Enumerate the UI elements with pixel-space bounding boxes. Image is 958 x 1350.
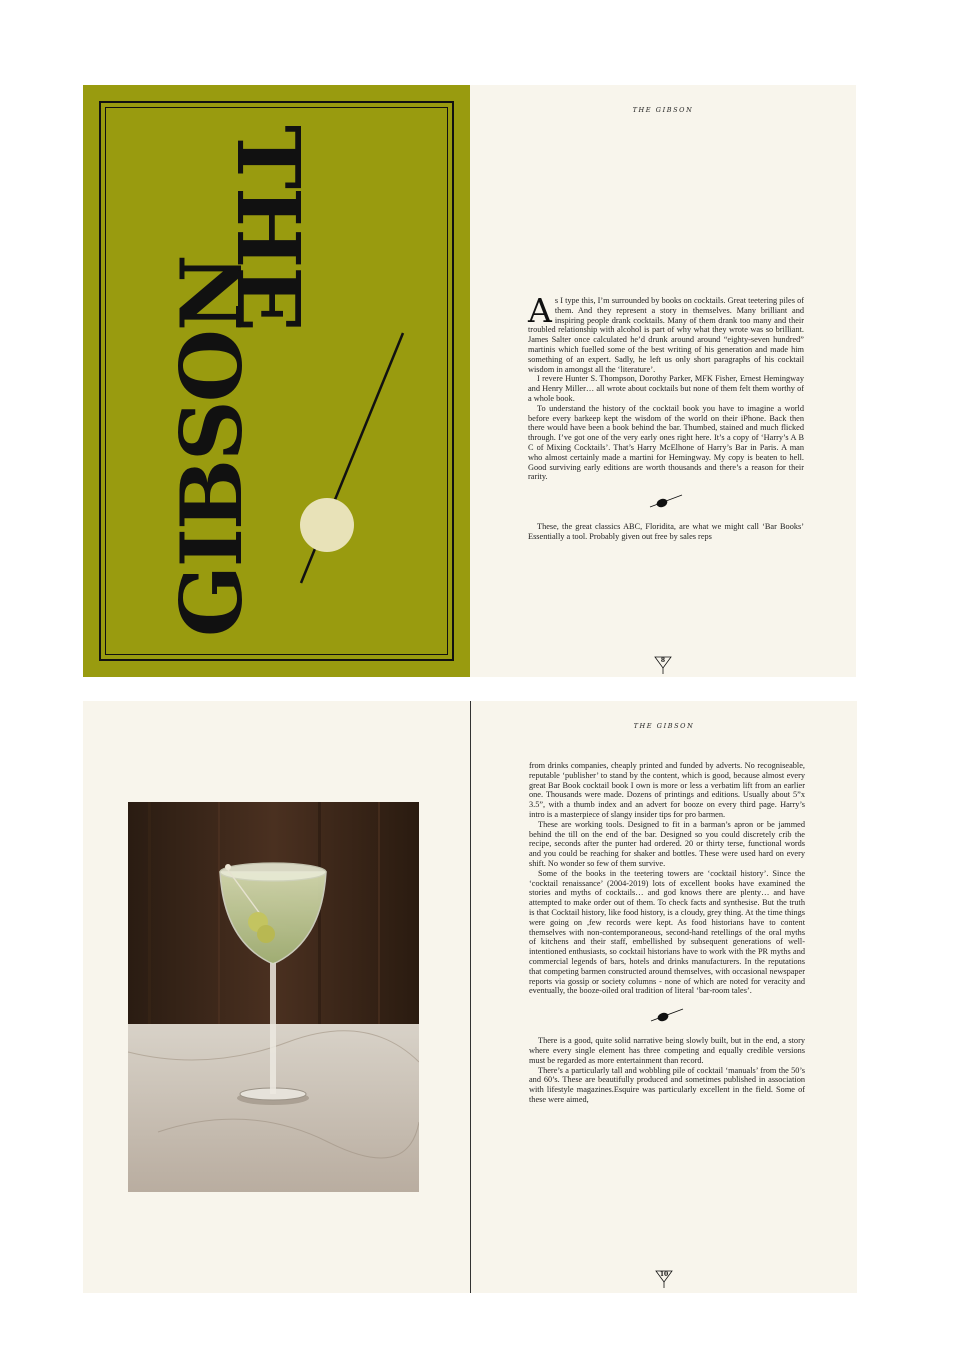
spread-bottom: [83, 701, 856, 1293]
olive-divider: [529, 1004, 805, 1026]
gibson-cocktail-photo: [128, 802, 419, 1192]
paragraph-3: To understand the history of the cocktail book you have to imagine a world before every barkeep kept the wisdom of the world on their iPhone. Back then there would have been a book behind the bar. Thumbed, stained and much flicked through. I’ve got one of the very early ones right here. It’s a copy of ‘Harry’s A B C of Mixing Cocktails’. That’s Harry McElhone of Harry’s Bar in Paris. A man who almost certainly made a martini for Hemingway. My copy is beaten to hell. Good surviving early editions are worth thousands and there’s a reason for their rarity.: [528, 403, 804, 482]
paragraph-4: There is a good, quite solid narrative being slowly built, but in the end, a story where every single element has three competing and equally credible versions must be regarded as more entertainment than record.: [529, 1036, 805, 1065]
body-text: [529, 761, 805, 1105]
paragraph-1: As I type this, I’m surrounded by books on cocktails. Great teetering piles of them. And they represent a story in themselves. Many brilliant and inspiring people drank cocktails. Many of them drank too many and their troubled relationship with alcohol is part of why what they wrote was so brilliant. James Salter once calculated he’d drunk around around “eighty-seven hundred” martinis which fuelled some of the best writing of his generation and made him something of an expert. Sadly, he left us only short paragraphs of his cocktail wisdom in amongst all the ‘literature’.: [528, 291, 804, 374]
paragraph-5: There’s a particularly tall and wobbling pile of cocktail ‘manuals’ from the 50’s and 60’s. These are beautifully produced and sometimes published in association with lifestyle magazines.Esquire was particularly excellent in the field. Some of these were aimed,: [529, 1065, 805, 1104]
photo-page: [83, 701, 470, 1293]
paragraph-2: I revere Hunter S. Thompson, Dorothy Parker, MFK Fisher, Ernest Hemingway and Henry Miller… all wrote about cocktails but none of them felt them worthy of a whole book.: [528, 374, 804, 403]
folio-10: [654, 1269, 674, 1289]
olive-icon: [647, 1005, 687, 1025]
cover-title-gibson: GIBSON: [162, 256, 261, 637]
cover-title-the: THE: [217, 125, 318, 330]
running-head: THE GIBSON: [633, 722, 695, 730]
paragraph-3: Some of the books in the teetering towers are ‘cocktail history’. Since the ‘cocktail renaissance’ (2004-2019) lots of excellent books have examined the stories and myths of cocktails… and god knows there are plenty… and have attempted to make order out of them. To check facts and synthesise. But the truth is that Cocktail history, like food history, is a cloudy, grey thing. At the time things were going on ,few records were kept. As food historians have to content themselves with non-contemporaneous, second-hand retellings of the oral myths of kitchens and their staff, embellished by subsequent generations of well-intentioned enthusiasts, so cocktail historians have to work with the PR myths and commercial legends of bars, hotels and drinks manufacturers. In the reputations that competing barmen constructed around themselves, with occasional newspaper reports via gossip or society columns - none of which are noted for veracity and eventually, the booze-oiled oral tradition of literal ‘bar-room tales’.: [529, 868, 805, 996]
paragraph-1: from drinks companies, cheaply printed and funded by adverts. No recogniseable, reputable ‘publisher’ to stand by the content, which is good, because almost every great Bar Book cocktail book I own is more or less a verbatim lift from an earlier one. Thousands were made. Dozens of printings and editions. Usually about 5”x 3.5”, with a thumb index and an advert for booze on every third page. Harry’s intro is a masterpiece of slangy insider tips for pro barmen.: [529, 761, 805, 819]
folio-number: 8: [660, 657, 666, 664]
body-text: [528, 291, 804, 542]
olive-divider: [528, 490, 804, 512]
paragraph-2: These are working tools. Designed to fit in a barman’s apron or be jammed behind the till on the end of the bar. Designed so you could discretely crib the recipe, seconds after the punter had ordered. 20 or thirty terse, functional words and you could be reaching for shaker and bottles. These were used hard on every shift. No wonder so few of them survive.: [529, 819, 805, 868]
running-head: THE GIBSON: [632, 106, 694, 114]
olive-icon: [646, 491, 686, 511]
spread-top: [83, 85, 856, 677]
drop-cap: A: [528, 291, 552, 330]
text-page-10: [470, 701, 857, 1293]
onion-circle: [300, 498, 354, 552]
cover-page: [83, 85, 470, 677]
paragraph-4: These, the great classics ABC, Floridita, are what we might call ‘Bar Books’ Essentially a tool. Probably given out free by sales reps: [528, 522, 804, 541]
cover-title-art: [83, 85, 470, 677]
folio-number: 10: [659, 1271, 669, 1278]
text-page-8: [470, 85, 856, 677]
folio-8: [653, 655, 673, 675]
